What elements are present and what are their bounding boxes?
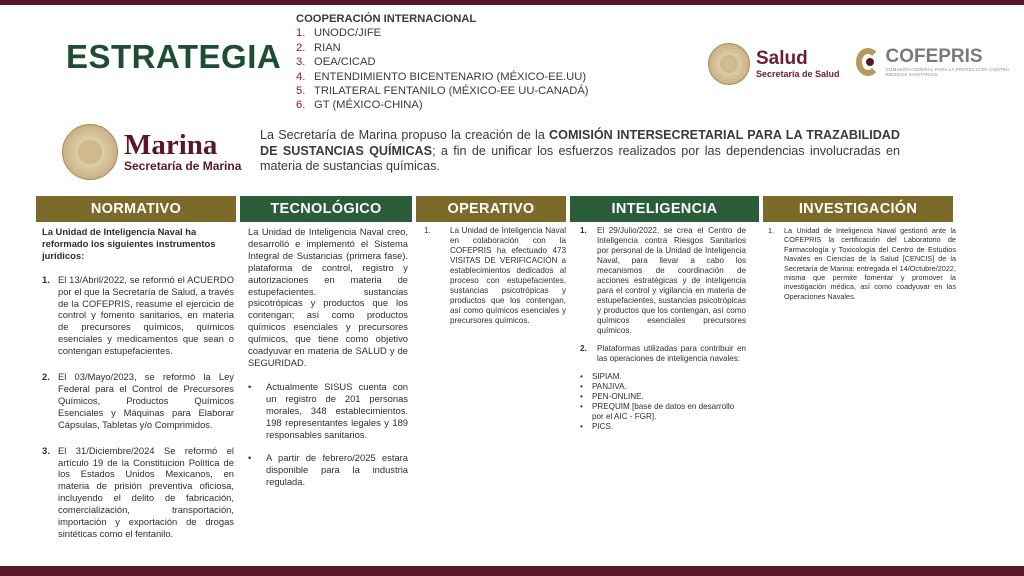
item-text: El 13/Abril/2022, se reformó el ACUERDO por el que la Secretaría de Salud, a través de la COFEPRIS, reasume el ejercicio de control y fomento sanitarios, en materia de precursores químicos, químicos esenciales y medicamentos que sean o contengan estupefacientes. [58, 273, 234, 357]
item-text: El 03/Mayo/2023, se reformó la Ley Federal para el Control de Precursores Químicos, Productos Químicos Esenciales y Máquinas para Elaborar Cápsulas, Tabletas y/o Comprimidos. [58, 371, 234, 430]
list-item [580, 392, 746, 402]
item-text: El 31/Diciembre/2024 Se reformó el artículo 19 de la Constitucion Política de los Estados Unidos Mexicanos, en materia de prisión preventiva oficiosa, incluyendo el delito de fabricación, comercialización, transportación, importación y exportación de drogas sintéticas como el fentanilo. [58, 444, 234, 539]
list-item [580, 344, 746, 364]
cofepris-text [885, 47, 1024, 77]
list-item [580, 422, 746, 432]
mexico-seal-icon [62, 124, 118, 180]
item-number: 1. [580, 226, 587, 235]
item-text: A partir de febrero/2025 estara disponible para la industria regulada. [266, 452, 408, 488]
list-item [296, 98, 676, 112]
bullet-icon: • [580, 372, 583, 381]
salud-logo [708, 43, 840, 85]
item-text: SIPIAM. [592, 372, 622, 381]
marina-subtitle: Secretaría de Marina [124, 159, 242, 173]
cofepris-name: COFEPRIS [885, 46, 983, 67]
item-number: 4. [296, 70, 306, 83]
cofepris-mark-icon [856, 48, 880, 76]
tecnologico-column [248, 226, 408, 500]
normativo-column [42, 226, 234, 554]
list-item [424, 226, 566, 326]
item-text: La Unidad de Inteligencia Naval gestionó ante la COFEPRIS la certificación del Laboratorio de Farmacología y Toxicología del Centro de Estudios Navales en Ciencias de la Salud [CENCIS] de la Secretaría de Marina: entregada el 14/Octubre/2022, misma que permite fomentar y promover la investigación médica, así como coadyuvar en las Operaciones Navales. [784, 226, 956, 301]
item-number: 2. [42, 371, 50, 383]
item-number: 1. [42, 273, 50, 285]
intro-text: La Secretaría de Marina propuso la creación de la [260, 128, 550, 142]
item-text: TRILATERAL FENTANILO (MÉXICO-EE UU-CANADÁ) [314, 85, 589, 98]
bottom-band [0, 566, 1024, 576]
list-item [42, 274, 234, 357]
list-item [248, 381, 408, 441]
bullet-icon: • [580, 422, 583, 431]
list-item [248, 452, 408, 488]
salud-text [756, 49, 840, 79]
bullet-icon: • [580, 392, 583, 401]
list-item [296, 41, 676, 55]
item-text: Plataformas utilizadas para contribuir en las operaciones de inteligencia navales: [597, 344, 746, 363]
cooperation-block [296, 12, 676, 113]
item-number: 6. [296, 99, 306, 112]
top-band [0, 0, 1024, 5]
salud-subtitle: Secretaría de Salud [756, 69, 840, 79]
inteligencia-column [580, 226, 746, 432]
item-text: GT (MÉXICO-CHINA) [314, 99, 423, 112]
list-item [768, 226, 956, 301]
item-number: 2. [296, 41, 306, 54]
bullet-icon: • [580, 382, 583, 391]
list-item [296, 55, 676, 69]
list-item [580, 382, 746, 392]
header-inteligencia: INTELIGENCIA [570, 196, 759, 222]
item-text: PEN-ONLINE. [592, 392, 644, 401]
item-text: PREQUIM [base de datos en desarrollo por el AIC - FGR]. [592, 402, 735, 421]
item-text: El 29/Julio/2022, se crea el Centro de Inteligencia contra Riesgos Sanitarios por personal de la Unidad de Inteligencia Naval, para llevar a cabo los mecanismos de coordinación de acciones estratégicas y de inteligencia para el control y vigilancia en materia de estupefacientes, sustancias psicotrópicas y productos que los contengan, así como químicos esenciales precursores químicos. [597, 226, 746, 335]
list-item [580, 226, 746, 336]
cofepris-subtitle: COMISIÓN FEDERAL PARA LA PROTECCIÓN CONTRA RIESGOS SANITARIOS [885, 67, 1010, 77]
list-item [580, 402, 746, 422]
list-item [42, 371, 234, 431]
mexico-seal-icon [708, 43, 750, 85]
item-number: 3. [296, 56, 306, 69]
header-normativo: NORMATIVO [36, 196, 236, 222]
tecnologico-paragraph: La Unidad de Inteligencia Naval creo, desarrolló e implementó el Sistema Integral de Sustancias (primera fase). plataforma de control, registro y autorizaciones en materia de estupefacientes. sustancias psicotrópicas y productos que los contengan; así como productos químicos esenciales y precursores químicos, que tiene como objetivo coadyuvar en materia de SALUD y de SEGURIDAD. [248, 226, 408, 368]
item-text: OEA/CICAD [314, 56, 376, 69]
salud-name: Salud [756, 48, 808, 69]
marina-text [124, 131, 241, 173]
item-number: 3. [42, 444, 50, 456]
column-headers [36, 196, 953, 222]
item-text: PANJIVA. [592, 382, 627, 391]
normativo-lead: La Unidad de Inteligencia Naval ha reformado los siguientes instrumentos jurídicos: [42, 226, 216, 261]
operativo-column [424, 226, 566, 326]
cofepris-logo [856, 47, 1024, 77]
item-number: 1. [296, 27, 306, 40]
marina-name: Marina [124, 129, 218, 161]
item-number: 5. [296, 85, 306, 98]
marina-logo [62, 124, 241, 180]
header-operativo: OPERATIVO [416, 196, 566, 222]
list-item [580, 372, 746, 382]
list-item [296, 26, 676, 40]
intro-text: ; a fin de unificar los esfuerzos realizados por las dependencias involucradas en materia de sustancias químicas. [260, 143, 900, 174]
item-text: Actualmente SISUS cuenta con un registro de 201 personas morales, 348 establecimientos. 198 representantes legales y 189 responsables sanitarios. [266, 380, 408, 440]
page-title: ESTRATEGIA [66, 38, 282, 75]
cooperation-heading: COOPERACIÓN INTERNACIONAL [296, 13, 477, 25]
item-text: RIAN [314, 41, 341, 54]
intro-paragraph [260, 128, 900, 175]
item-number: 2. [580, 344, 587, 353]
list-item [296, 70, 676, 84]
platform-list [580, 372, 746, 432]
cooperation-list [296, 26, 676, 112]
header-investigacion: INVESTIGACIÓN [763, 196, 953, 222]
commission-name: COMISIÓN INTERSECRETARIAL PARA LA TRAZABILIDAD DE SUSTANCIAS QUÍMICAS [260, 128, 900, 158]
bullet-icon: • [248, 380, 252, 392]
bullet-icon: • [580, 402, 583, 411]
investigacion-column [768, 226, 956, 301]
item-number: 1. [768, 226, 775, 235]
list-item [42, 445, 234, 540]
item-number: 1. [424, 226, 431, 235]
list-item [296, 84, 676, 98]
item-text: La Unidad de Inteligencia Naval en colaboración con la COFEPRIS ha efectuado 473 VISITAS DE VERIFICACIÓN a establecimientos dedicados al proceso con estupefacientes, sustancias psicotrópicas y productos que los contengan, así como químicos esenciales y precursores químicos. [450, 226, 566, 325]
item-text: ENTENDIMIENTO BICENTENARIO (MÉXICO-EE.UU) [314, 70, 587, 83]
header-tecnologico: TECNOLÓGICO [240, 196, 412, 222]
item-text: UNODC/JIFE [314, 27, 382, 40]
bullet-icon: • [248, 452, 252, 464]
item-text: PICS. [592, 422, 614, 431]
